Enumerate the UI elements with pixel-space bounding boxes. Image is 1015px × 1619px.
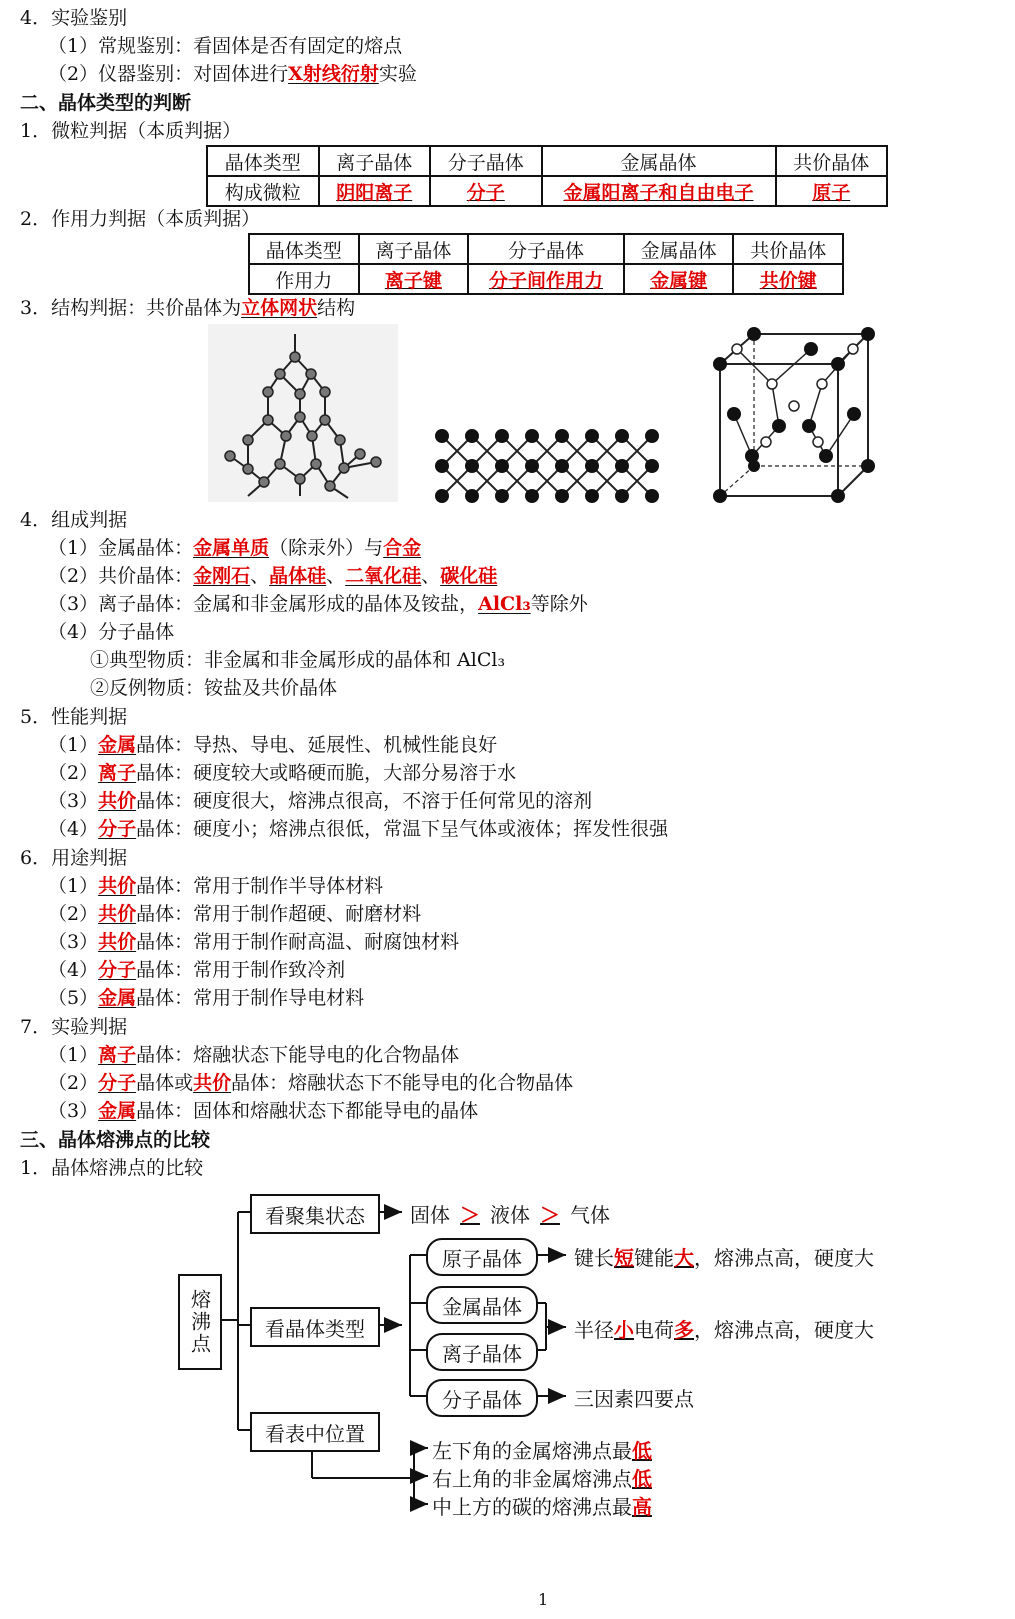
- table-cell: 分子间作用力: [468, 264, 624, 294]
- usage-title: 6．用途判据: [20, 847, 128, 869]
- table-cell: 分子: [430, 176, 542, 206]
- composition-title: 4．组成判据: [20, 509, 128, 531]
- table-header: 晶体类型: [207, 146, 319, 176]
- table-header: 分子晶体: [468, 234, 624, 264]
- force-criterion-title: 2．作用力判据（本质判据）: [20, 208, 261, 230]
- list-item: （3）共价晶体：常用于制作耐高温、耐腐蚀材料: [48, 931, 460, 953]
- aggregation-state-box: 看聚集状态: [250, 1194, 380, 1234]
- table-header: 金属晶体: [542, 146, 776, 176]
- section-4-item-1: （1）常规鉴别：看固体是否有固定的熔点: [48, 35, 403, 57]
- section-3-heading: 三、晶体熔沸点的比较: [20, 1129, 211, 1151]
- list-item: （5）金属晶体：常用于制作导电材料: [48, 987, 365, 1009]
- table-header: 离子晶体: [319, 146, 431, 176]
- property-title: 5．性能判据: [20, 706, 128, 728]
- list-item: （1）共价晶体：常用于制作半导体材料: [48, 875, 384, 897]
- list-item: （3）共价晶体：硬度很大，熔沸点很高，不溶于任何常见的溶剂: [48, 790, 593, 812]
- structure-criterion: 3．结构判据：共价晶体为立体网状结构: [20, 297, 356, 319]
- table-cell: 作用力: [249, 264, 359, 294]
- molecular-crystal-box: 分子晶体: [426, 1379, 538, 1417]
- particle-criterion-title: 1．微粒判据（本质判据）: [20, 120, 242, 142]
- table-cell: 共价键: [733, 264, 843, 294]
- table-position-box: 看表中位置: [250, 1412, 380, 1452]
- molecular-crystal-rule: 三因素四要点: [574, 1387, 694, 1411]
- table-header: 共价晶体: [776, 146, 888, 176]
- state-order-text: 固体 ＞ 液体 ＞ 气体: [410, 1203, 610, 1227]
- list-item: （2）共价晶体：常用于制作超硬、耐磨材料: [48, 903, 422, 925]
- composition-item-4b: ②反例物质：铵盐及共价晶体: [90, 677, 338, 699]
- section-4-item-2: （2）仪器鉴别：对固体进行X射线衍射实验: [48, 63, 417, 85]
- atomic-crystal-rule: 键长短键能大，熔沸点高，硬度大: [574, 1246, 874, 1270]
- composition-item-1: （1）金属晶体：金属单质（除汞外）与合金: [48, 537, 422, 559]
- metal-ionic-rule: 半径小电荷多，熔沸点高，硬度大: [574, 1318, 874, 1342]
- list-item: （1）金属晶体：导热、导电、延展性、机械性能良好: [48, 734, 498, 756]
- section-4-title: 4．实验鉴别: [20, 7, 128, 29]
- list-item: （1）离子晶体：熔融状态下能导电的化合物晶体: [48, 1044, 460, 1066]
- section-2-heading: 二、晶体类型的判断: [20, 92, 192, 114]
- experiment-title: 7．实验判据: [20, 1016, 128, 1038]
- table-cell: 原子: [776, 176, 888, 206]
- table-header: 金属晶体: [624, 234, 734, 264]
- table-cell: 构成微粒: [207, 176, 319, 206]
- table-cell: 金属键: [624, 264, 734, 294]
- table-header: 晶体类型: [249, 234, 359, 264]
- composition-item-3: （3）离子晶体：金属和非金属形成的晶体及铵盐，AlCl₃等除外: [48, 593, 588, 615]
- melting-compare-title: 1．晶体熔沸点的比较: [20, 1157, 204, 1179]
- carbon-rule: 中上方的碳的熔沸点最高: [432, 1495, 652, 1519]
- page-number: 1: [538, 1590, 549, 1609]
- crystal-type-box: 看晶体类型: [250, 1307, 380, 1347]
- atomic-crystal-box: 原子晶体: [426, 1238, 538, 1276]
- composition-item-4: （4）分子晶体: [48, 621, 175, 643]
- metal-crystal-box: 金属晶体: [426, 1286, 538, 1324]
- list-item: （2）分子晶体或共价晶体：熔融状态下不能导电的化合物晶体: [48, 1072, 574, 1094]
- table-header: 分子晶体: [430, 146, 542, 176]
- list-item: （4）分子晶体：常用于制作致冷剂: [48, 959, 346, 981]
- ionic-crystal-box: 离子晶体: [426, 1333, 538, 1371]
- lower-left-rule: 左下角的金属熔沸点最低: [432, 1439, 652, 1463]
- table-cell: 金属阳离子和自由电子: [542, 176, 776, 206]
- table-header: 离子晶体: [359, 234, 469, 264]
- upper-right-rule: 右上角的非金属熔沸点低: [432, 1467, 652, 1491]
- list-item: （2）离子晶体：硬度较大或略硬而脆，大部分易溶于水: [48, 762, 517, 784]
- table-cell: 阴阳离子: [319, 176, 431, 206]
- list-item: （4）分子晶体：硬度小；熔沸点很低，常温下呈气体或液体；挥发性很强: [48, 818, 669, 840]
- table-header: 共价晶体: [733, 234, 843, 264]
- composition-item-4a: ①典型物质：非金属和非金属形成的晶体和 AlCl₃: [90, 649, 506, 671]
- list-item: （3）金属晶体：固体和熔融状态下都能导电的晶体: [48, 1100, 479, 1122]
- table-cell: 离子键: [359, 264, 469, 294]
- melting-point-root-box: 熔沸点: [178, 1274, 222, 1370]
- composition-item-2: （2）共价晶体：金刚石、晶体硅、二氧化硅、碳化硅: [48, 565, 498, 587]
